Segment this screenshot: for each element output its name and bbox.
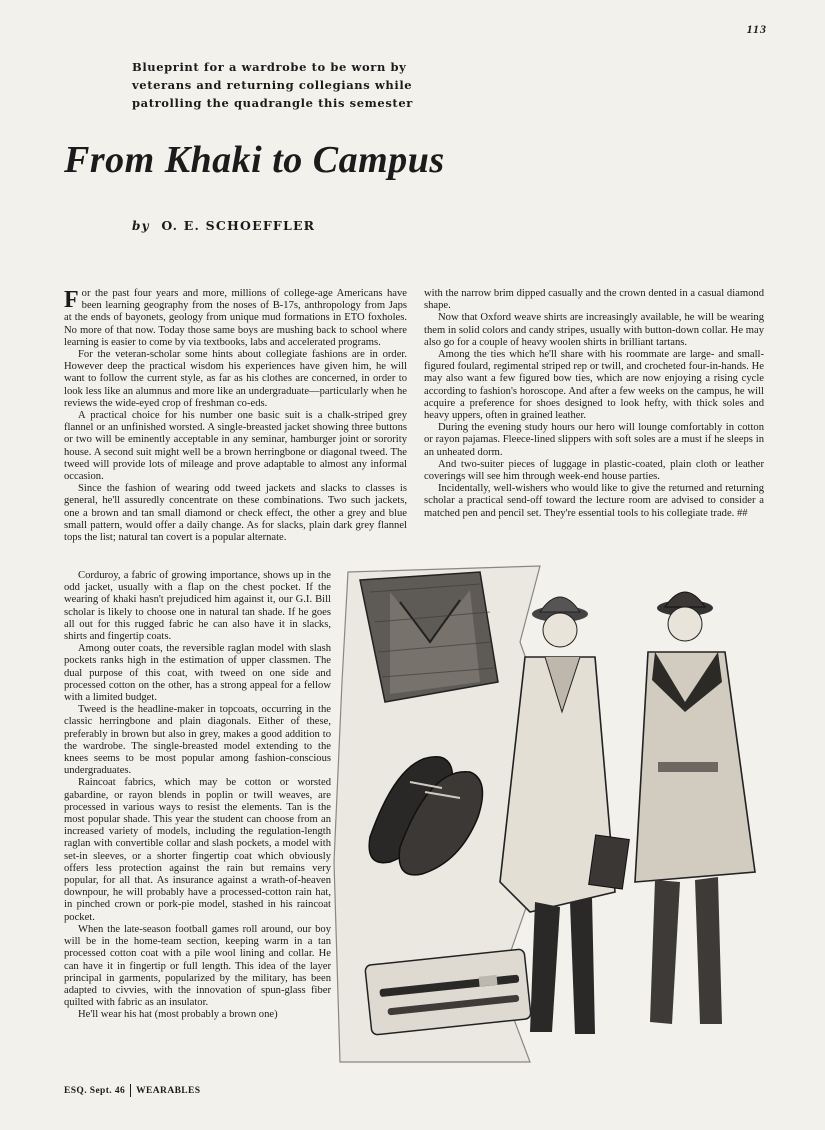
tweed-jacket-swatch [360,572,498,702]
footer-issue: ESQ. Sept. 46 [64,1085,126,1096]
byline-by: by [132,219,150,233]
paragraph: Among the ties which he'll share with his roommate are large- and small-figured foulard, regimental striped rep or twill, and crocheted four-in-hands. He may also want a few figured bow ties, which are now enjoying a rising cycle according to fashion's horoscope. And after a few weeks on the campus, he will acquire a preference for shoes designed to look hefty, with thick soles and heavy uppers, often in grained leather. [424,349,764,422]
man-in-tweed-topcoat [635,592,755,1024]
article-byline [132,218,315,233]
paragraph: During the evening study hours our hero will lounge comfortably in cotton or rayon pajamas. Fleece-lined slippers with soft soles are a must if he sleeps in an unheated dorm. [424,422,764,458]
paragraph: Raincoat fabrics, which may be cotton or worsted gabardine, or rayon blends in poplin or twill weaves, are processed in various ways to resist the elements. Tan is the most popular shade. This year the student can choose from an increased variety of models, including the regulation-length raglan with convertible collar and slash pockets, a model with set-in sleeves, or a shorter fingertip coat which obviously offers less protection against the rain but remains very popular, for all that. As insurance against a wrath-of-heaven downpour, he will probably have a processed-cotton rain hat, in pinched crown or pork-pie model, stashed in his raincoat pocket. [64,777,331,923]
fashion-illustration [330,562,780,1067]
paragraph: Now that Oxford weave shirts are increasingly available, he will be wearing them in solid colors and candy stripes, usually with button-down collar. He may also go for a couple of heavy woolen shirts in brilliant tartans. [424,312,764,348]
paragraph: Corduroy, a fabric of growing importance, shows up in the odd jacket, usually with a flap on the chest pocket. If the wearing of khaki hasn't prejudiced him against it, our G.I. Bill scholar is likely to choose one in natural tan shade. If he goes all out for this rugged fabric he can also have it in slacks, shirts and fingertip coats. [64,570,331,643]
paragraph: Incidentally, well-wishers who would like to give the returned and returning scholar a practical send-off toward the lecture room are advised to consider a matched pen and pencil set. They're essential tools to his collegiate trade. ## [424,483,764,519]
article-kicker: Blueprint for a wardrobe to be worn by veterans and returning collegians while patrolling the quadrangle this semester [132,60,413,110]
paragraph: A practical choice for his number one basic suit is a chalk-striped grey flannel or an unfinished worsted. A single-breasted jacket showing three buttons or two will be eminently acceptable in any seminar, hamburger joint or sorority house. A second suit might well be a brown herringbone or diagonal tweed. The tweed will provide lots of mileage and prove adaptable to almost any informal occasion. [64,410,407,483]
paragraph: For the past four years and more, millions of college-age Americans have been learning geography from the noses of B-17s, anthropology from Japs at the ends of bayonets, geology from unique mud formations in ETO foxholes. No more of that now. Today those same boys are mushing back to school where learning is easier to come by via textbooks, labs and accelerated programs. [64,287,407,348]
page-number: 113 [746,22,767,36]
byline-author: O. E. SCHOEFFLER [161,218,316,233]
footer-section: WEARABLES [136,1085,201,1096]
paragraph: Since the fashion of wearing odd tweed jackets and slacks to classes is general, he'll assuredly concentrate on these combinations. Two such jackets, one a brown and tan small diamond or check effect, the other a grey and blue small pattern, would offer a daily change. As for slacks, plain dark grey flannel tops the list; natural tan covert is a popular alternate. [64,483,407,544]
left-column [64,288,407,544]
paragraph: And two-suiter pieces of luggage in plastic-coated, plain cloth or leather coverings will see him through week-end house parties. [424,458,764,483]
paragraph: with the narrow brim dipped casually and the crown dented in a casual diamond shape. [424,288,764,312]
paragraph: When the late-season football games roll around, our boy will be in the home-team section, keeping warm in a tan processed cotton coat with a pile wool lining and collar. He can have it in fingertip or full length. This idea of the layer principal in garments, popularized by the military, has been adapted to civvies, with the innovation of spun-glass fiber quilted with fabric as an insulator. [64,923,331,1009]
article-headline: From Khaki to Campus [64,139,445,181]
left-narrow-column [64,570,331,1022]
paragraph: He'll wear his hat (most probably a brown one) [78,1009,278,1021]
right-column [424,288,764,520]
paragraph: For the veteran-scholar some hints about collegiate fashions are in order. However deep the practical wisdom his experiences have given him, he will want to follow the current style, as far as his clothes are concerned, in order to look less like an alumnus and more like an undergraduate—particularly when he reviews the wide-eyed crop of freshman co-eds. [64,349,407,409]
page-footer [64,1084,200,1097]
footer-divider [130,1084,131,1097]
paragraph: Among outer coats, the reversible raglan model with slash pockets ranks high in the estimation of upper classmen. The dual purpose of this coat, with tweed on one side and processed cotton on the other, has a strong appeal for a fellow with a limited budget. [64,643,331,704]
paragraph: Tweed is the headline-maker in topcoats, occurring in the classic herringbone and plain diagonals. Either of these, preferably in brown but also in grey, makes a good addition to the wardrobe. The single-breasted model extending to the knees seems to be most popular among fashion-conscious undergraduates. [64,704,331,777]
